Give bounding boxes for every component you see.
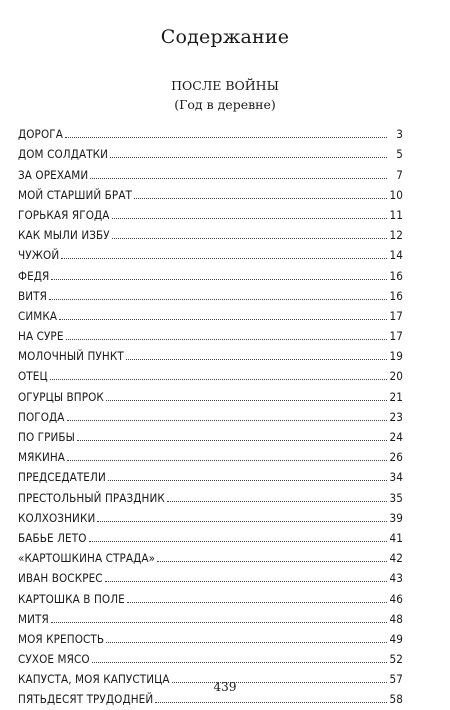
- toc-entry-page: 3: [396, 127, 403, 142]
- toc-entry-title: КОЛХОЗНИКИ: [18, 510, 96, 525]
- toc-entry-title: НА СУРЕ: [18, 329, 64, 344]
- toc-entry-title: КАРТОШКА В ПОЛЕ: [18, 591, 125, 606]
- toc-entry-title: КАПУСТА, МОЯ КАПУСТИЦА: [18, 672, 170, 687]
- toc-entry-page: 48: [389, 611, 403, 626]
- toc-entry-page: 46: [389, 591, 403, 606]
- dot-leader: [50, 378, 387, 380]
- toc-entry-title: ФЕДЯ: [18, 268, 50, 283]
- toc-entry-title: ГОРЬКАЯ ЯГОДА: [18, 207, 110, 222]
- toc-entry-title: ЧУЖОЙ: [18, 248, 60, 263]
- toc-entry-page: 43: [389, 571, 403, 586]
- dot-leader: [106, 641, 387, 643]
- toc-entry: [18, 283, 403, 303]
- toc-entry: [18, 545, 403, 565]
- toc-entry-title: «КАРТОШКИНА СТРАДА»: [18, 551, 156, 566]
- toc-entry: [18, 121, 403, 141]
- toc-entry-page: 35: [389, 490, 403, 505]
- dot-leader: [77, 439, 387, 441]
- toc-entry-page: 39: [389, 510, 403, 525]
- dot-leader: [155, 701, 387, 703]
- toc-entry: [18, 202, 403, 222]
- toc-entry: [18, 262, 403, 282]
- toc-entry-page: 49: [389, 631, 403, 646]
- toc-entry-title: МОЯ КРЕПОСТЬ: [18, 631, 105, 646]
- toc-entry: [18, 464, 403, 484]
- toc-entry: [18, 383, 403, 403]
- toc-entry-page: 11: [389, 207, 403, 222]
- toc-entry: [18, 585, 403, 605]
- dot-leader: [66, 338, 387, 340]
- toc-entry: [18, 141, 403, 161]
- toc-entry: [18, 525, 403, 545]
- toc-entry-title: ПРЕДСЕДАТЕЛИ: [18, 470, 106, 485]
- toc-entry: [18, 646, 403, 666]
- toc-entry-page: 12: [389, 228, 403, 243]
- toc-entry-page: 17: [389, 308, 403, 323]
- toc-entry-page: 34: [389, 470, 403, 485]
- toc-entry: [18, 484, 403, 504]
- toc-entry-page: 16: [389, 268, 403, 283]
- dot-leader: [110, 156, 387, 158]
- toc-entry-title: ИВАН ВОСКРЕС: [18, 571, 103, 586]
- toc-entry-page: 17: [389, 329, 403, 344]
- section-subheading: (Год в деревне): [174, 97, 276, 112]
- toc-entry-title: СУХОЕ МЯСО: [18, 652, 90, 667]
- toc-entry-page: 14: [389, 248, 403, 263]
- toc-entry-page: 7: [396, 167, 403, 182]
- table-of-contents: [18, 121, 403, 706]
- toc-entry: [18, 363, 403, 383]
- dot-leader: [65, 136, 387, 138]
- toc-entry-title: МЯКИНА: [18, 450, 66, 465]
- toc-entry: [18, 626, 403, 646]
- toc-entry: [18, 404, 403, 424]
- toc-entry: [18, 606, 403, 626]
- toc-entry-title: ПОГОДА: [18, 409, 65, 424]
- toc-entry: [18, 505, 403, 525]
- toc-entry-title: КАК МЫЛИ ИЗБУ: [18, 228, 110, 243]
- toc-entry: [18, 303, 403, 323]
- toc-entry-page: 10: [389, 187, 403, 202]
- toc-entry-page: 24: [389, 430, 403, 444]
- section-header: [0, 76, 450, 114]
- dot-leader: [61, 257, 387, 259]
- section-heading: ПОСЛЕ ВОЙНЫ: [171, 78, 279, 93]
- toc-entry-page: 20: [389, 369, 403, 384]
- dot-leader: [134, 197, 387, 199]
- toc-entry-title: МОЙ СТАРШИЙ БРАТ: [18, 187, 133, 202]
- dot-leader: [127, 601, 387, 603]
- dot-leader: [49, 298, 387, 300]
- dot-leader: [126, 358, 387, 360]
- dot-leader: [112, 217, 387, 219]
- toc-entry-page: 16: [389, 288, 403, 303]
- dot-leader: [157, 560, 387, 562]
- toc-entry-title: МИТЯ: [18, 611, 49, 626]
- toc-entry-title: БАБЬЕ ЛЕТО: [18, 530, 87, 545]
- dot-leader: [167, 500, 387, 502]
- toc-entry-page: 26: [389, 450, 403, 465]
- toc-entry-page: 57: [389, 672, 403, 687]
- dot-leader: [89, 540, 387, 542]
- toc-entry-title: ОТЕЦ: [18, 369, 48, 384]
- toc-entry: [18, 242, 403, 262]
- toc-entry-title: ПЯТЬДЕСЯТ ТРУДОДНЕЙ: [18, 692, 154, 707]
- toc-entry-title: ПО ГРИБЫ: [18, 430, 75, 444]
- toc-entry: [18, 343, 403, 363]
- toc-entry-page: 58: [389, 692, 403, 707]
- dot-leader: [67, 459, 387, 461]
- dot-leader: [90, 177, 387, 179]
- dot-leader: [51, 621, 387, 623]
- toc-entry-title: ПРЕСТОЛЬНЫЙ ПРАЗДНИК: [18, 490, 165, 505]
- toc-entry-title: СИМКА: [18, 308, 58, 323]
- page-title: Содержание: [160, 26, 290, 48]
- toc-entry-title: ОГУРЦЫ ВПРОК: [18, 389, 104, 404]
- dot-leader: [92, 661, 387, 663]
- dot-leader: [51, 278, 387, 280]
- toc-entry-page: 23: [389, 409, 403, 424]
- toc-entry: [18, 161, 403, 181]
- dot-leader: [106, 399, 387, 401]
- toc-entry-page: 21: [389, 389, 403, 404]
- toc-entry: [18, 222, 403, 242]
- toc-entry: [18, 182, 403, 202]
- page-number: 439: [213, 680, 237, 694]
- dot-leader: [105, 580, 387, 582]
- toc-entry-title: ВИТЯ: [18, 288, 47, 303]
- toc-entry-page: 19: [389, 349, 403, 364]
- toc-entry-page: 42: [389, 551, 403, 566]
- toc-entry-page: 52: [389, 652, 403, 667]
- toc-entry-page: 41: [389, 530, 403, 545]
- toc-entry-title: МОЛОЧНЫЙ ПУНКТ: [18, 349, 124, 364]
- toc-entry: [18, 565, 403, 585]
- dot-leader: [59, 318, 387, 320]
- toc-entry: [18, 444, 403, 464]
- toc-entry-title: ЗА ОРЕХАМИ: [18, 167, 89, 182]
- toc-entry: [18, 323, 403, 343]
- dot-leader: [67, 419, 387, 421]
- dot-leader: [108, 479, 387, 481]
- dot-leader: [97, 520, 387, 522]
- toc-entry-title: ДОРОГА: [18, 127, 63, 142]
- dot-leader: [112, 237, 387, 239]
- toc-entry: [18, 424, 403, 444]
- toc-entry-title: ДОМ СОЛДАТКИ: [18, 147, 109, 162]
- toc-entry-page: 5: [396, 147, 403, 162]
